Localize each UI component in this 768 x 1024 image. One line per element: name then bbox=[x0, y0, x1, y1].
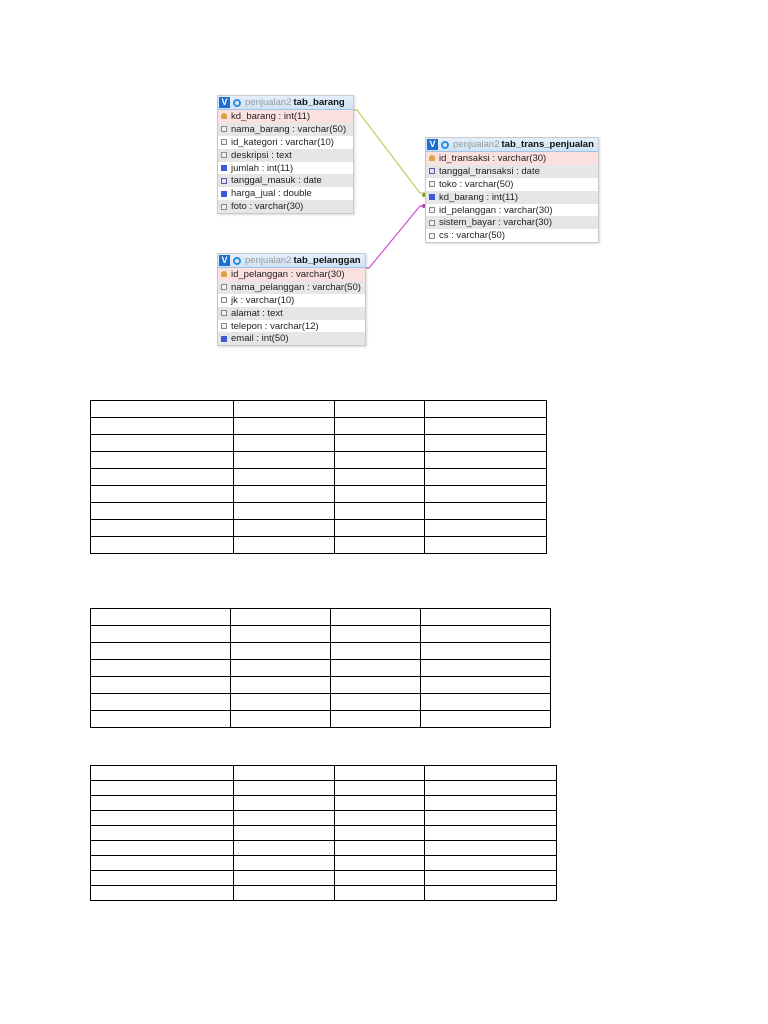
erd-field-row[interactable] bbox=[426, 152, 598, 165]
table-row bbox=[91, 796, 557, 811]
table-cell bbox=[335, 781, 425, 796]
table-cell bbox=[234, 826, 335, 841]
table-cell bbox=[234, 856, 335, 871]
table-cell bbox=[335, 856, 425, 871]
relation-barang-trans bbox=[352, 110, 426, 193]
table-cell bbox=[421, 626, 551, 643]
erd-field-label: harga_jual : double bbox=[231, 188, 312, 200]
database-name: penjualan2 bbox=[453, 139, 500, 150]
table-cell bbox=[234, 781, 335, 796]
table-cell bbox=[335, 871, 425, 886]
erd-field-row[interactable] bbox=[218, 332, 365, 345]
table-cell bbox=[335, 886, 425, 901]
table-row bbox=[91, 871, 557, 886]
table-cell bbox=[425, 796, 557, 811]
key-icon bbox=[221, 271, 227, 277]
table-cell bbox=[234, 796, 335, 811]
text-field-icon bbox=[221, 126, 227, 132]
table-row bbox=[91, 401, 547, 418]
erd-field-label: cs : varchar(50) bbox=[439, 230, 505, 242]
table-cell bbox=[421, 643, 551, 660]
table-cell bbox=[91, 856, 234, 871]
table-cell bbox=[425, 781, 557, 796]
blank-table-2 bbox=[90, 608, 551, 728]
table-cell bbox=[335, 418, 425, 435]
table-cell bbox=[91, 841, 234, 856]
table-cell bbox=[91, 660, 231, 677]
blank-table-3 bbox=[90, 765, 557, 901]
table-row bbox=[91, 660, 551, 677]
table-cell bbox=[234, 520, 335, 537]
table-cell bbox=[425, 520, 547, 537]
erd-table-tab-barang[interactable] bbox=[217, 95, 354, 214]
table-cell bbox=[234, 452, 335, 469]
erd-field-row[interactable] bbox=[218, 162, 353, 175]
erd-field-label: id_pelanggan : varchar(30) bbox=[439, 204, 553, 216]
table-cell bbox=[421, 660, 551, 677]
table-cell bbox=[335, 796, 425, 811]
table-cell bbox=[425, 886, 557, 901]
database-name: penjualan2 bbox=[245, 97, 292, 108]
erd-field-label: tanggal_masuk : date bbox=[231, 175, 322, 187]
erd-field-label: foto : varchar(30) bbox=[231, 201, 304, 213]
table-row bbox=[91, 711, 551, 728]
erd-field-label: kd_barang : int(11) bbox=[439, 191, 519, 203]
text-field-icon bbox=[221, 323, 227, 329]
number-field-icon bbox=[221, 191, 227, 197]
table-cell bbox=[421, 711, 551, 728]
table-cell bbox=[331, 694, 421, 711]
table-row bbox=[91, 537, 547, 554]
table-cell bbox=[331, 609, 421, 626]
text-field-icon bbox=[429, 233, 435, 239]
key-icon bbox=[221, 113, 227, 119]
erd-field-label: jk : varchar(10) bbox=[231, 294, 295, 306]
number-field-icon bbox=[221, 165, 227, 171]
erd-table-header[interactable] bbox=[218, 96, 353, 110]
text-field-icon bbox=[221, 204, 227, 210]
table-cell bbox=[91, 796, 234, 811]
table-cell bbox=[231, 643, 331, 660]
table-row bbox=[91, 841, 557, 856]
table-cell bbox=[91, 503, 234, 520]
erd-table-tab-pelanggan[interactable] bbox=[217, 253, 366, 346]
table-cell bbox=[425, 841, 557, 856]
table-cell bbox=[91, 452, 234, 469]
text-field-icon bbox=[429, 207, 435, 213]
table-row bbox=[91, 781, 557, 796]
table-cell bbox=[234, 811, 335, 826]
erd-field-row[interactable] bbox=[426, 178, 598, 191]
table-cell bbox=[91, 766, 234, 781]
table-cell bbox=[331, 643, 421, 660]
table-cell bbox=[335, 811, 425, 826]
table-cell bbox=[91, 811, 234, 826]
erd-field-label: telepon : varchar(12) bbox=[231, 320, 319, 332]
table-cell bbox=[91, 694, 231, 711]
table-cell bbox=[425, 811, 557, 826]
table-cell bbox=[425, 856, 557, 871]
database-icon bbox=[233, 257, 241, 265]
table-cell bbox=[425, 401, 547, 418]
table-cell bbox=[234, 766, 335, 781]
table-cell bbox=[234, 871, 335, 886]
relation-pelanggan-trans bbox=[365, 206, 426, 268]
table-cell bbox=[335, 469, 425, 486]
erd-field-label: deskripsi : text bbox=[231, 149, 292, 161]
v-icon[interactable]: V bbox=[219, 97, 230, 108]
table-cell bbox=[335, 766, 425, 781]
table-cell bbox=[234, 469, 335, 486]
erd-field-row[interactable] bbox=[218, 307, 365, 320]
erd-field-row[interactable] bbox=[218, 320, 365, 333]
table-cell bbox=[91, 643, 231, 660]
table-cell bbox=[425, 418, 547, 435]
table-cell bbox=[234, 401, 335, 418]
table-cell bbox=[231, 677, 331, 694]
erd-table-tab-trans-penjualan[interactable] bbox=[425, 137, 599, 243]
table-cell bbox=[425, 469, 547, 486]
table-cell bbox=[234, 886, 335, 901]
table-name: tab_trans_penjualan bbox=[501, 139, 594, 150]
table-cell bbox=[91, 486, 234, 503]
table-cell bbox=[331, 711, 421, 728]
table-row bbox=[91, 643, 551, 660]
table-cell bbox=[91, 418, 234, 435]
table-row bbox=[91, 486, 547, 503]
table-cell bbox=[335, 503, 425, 520]
v-icon[interactable]: V bbox=[219, 255, 230, 266]
table-cell bbox=[231, 660, 331, 677]
table-cell bbox=[335, 486, 425, 503]
erd-field-label: alamat : text bbox=[231, 307, 283, 319]
table-cell bbox=[91, 401, 234, 418]
table-row bbox=[91, 469, 547, 486]
table-cell bbox=[231, 694, 331, 711]
table-row bbox=[91, 826, 557, 841]
erd-field-label: kd_barang : int(11) bbox=[231, 110, 311, 122]
table-cell bbox=[335, 826, 425, 841]
table-row bbox=[91, 435, 547, 452]
table-row bbox=[91, 520, 547, 537]
table-cell bbox=[331, 626, 421, 643]
erd-field-row[interactable] bbox=[426, 204, 598, 217]
table-cell bbox=[91, 435, 234, 452]
table-cell bbox=[234, 486, 335, 503]
erd-field-row[interactable] bbox=[218, 123, 353, 136]
table-cell bbox=[335, 537, 425, 554]
table-cell bbox=[331, 660, 421, 677]
relationship-connectors bbox=[0, 0, 768, 420]
table-cell bbox=[234, 841, 335, 856]
text-field-icon bbox=[221, 297, 227, 303]
database-icon bbox=[233, 99, 241, 107]
table-cell bbox=[231, 711, 331, 728]
key-icon bbox=[429, 155, 435, 161]
erd-field-row[interactable] bbox=[218, 281, 365, 294]
erd-field-label: jumlah : int(11) bbox=[231, 162, 294, 174]
table-cell bbox=[91, 609, 231, 626]
table-cell bbox=[234, 503, 335, 520]
table-cell bbox=[234, 435, 335, 452]
table-cell bbox=[335, 841, 425, 856]
database-name: penjualan2 bbox=[245, 255, 292, 266]
erd-field-row[interactable] bbox=[426, 229, 598, 242]
erd-field-row[interactable] bbox=[218, 268, 365, 281]
text-field-icon bbox=[221, 152, 227, 158]
table-cell bbox=[425, 826, 557, 841]
erd-field-label: id_pelanggan : varchar(30) bbox=[231, 268, 345, 280]
table-cell bbox=[425, 435, 547, 452]
erd-field-label: id_transaksi : varchar(30) bbox=[439, 152, 547, 164]
table-cell bbox=[425, 871, 557, 886]
table-cell bbox=[335, 435, 425, 452]
table-cell bbox=[231, 626, 331, 643]
erd-field-label: nama_barang : varchar(50) bbox=[231, 123, 347, 135]
table-cell bbox=[231, 609, 331, 626]
erd-field-label: nama_pelanggan : varchar(50) bbox=[231, 281, 361, 293]
table-row bbox=[91, 886, 557, 901]
table-row bbox=[91, 856, 557, 871]
erd-field-label: sistem_bayar : varchar(30) bbox=[439, 217, 552, 229]
table-cell bbox=[91, 886, 234, 901]
table-cell bbox=[91, 626, 231, 643]
table-cell bbox=[335, 520, 425, 537]
erd-table-header[interactable] bbox=[426, 138, 598, 152]
number-field-icon bbox=[429, 194, 435, 200]
erd-field-label: email : int(50) bbox=[231, 333, 289, 345]
erd-field-row[interactable] bbox=[218, 200, 353, 213]
erd-field-row[interactable] bbox=[426, 191, 598, 204]
text-field-icon bbox=[221, 284, 227, 290]
date-field-icon bbox=[221, 178, 227, 184]
table-cell bbox=[91, 469, 234, 486]
table-row bbox=[91, 609, 551, 626]
table-cell bbox=[91, 711, 231, 728]
table-cell bbox=[335, 452, 425, 469]
table-cell bbox=[425, 452, 547, 469]
table-row bbox=[91, 766, 557, 781]
table-cell bbox=[91, 781, 234, 796]
database-icon bbox=[441, 141, 449, 149]
table-row bbox=[91, 418, 547, 435]
erd-field-row[interactable] bbox=[218, 110, 353, 123]
table-cell bbox=[91, 871, 234, 886]
text-field-icon bbox=[221, 139, 227, 145]
table-row bbox=[91, 811, 557, 826]
table-row bbox=[91, 452, 547, 469]
table-cell bbox=[421, 609, 551, 626]
table-cell bbox=[91, 520, 234, 537]
erd-field-row[interactable] bbox=[218, 149, 353, 162]
table-row bbox=[91, 677, 551, 694]
text-field-icon bbox=[429, 220, 435, 226]
table-cell bbox=[91, 537, 234, 554]
erd-field-row[interactable] bbox=[218, 174, 353, 187]
table-name: tab_pelanggan bbox=[293, 255, 361, 266]
table-cell bbox=[234, 537, 335, 554]
erd-field-label: id_kategori : varchar(10) bbox=[231, 136, 334, 148]
table-cell bbox=[425, 766, 557, 781]
table-cell bbox=[331, 677, 421, 694]
date-field-icon bbox=[429, 168, 435, 174]
table-cell bbox=[91, 677, 231, 694]
table-cell bbox=[425, 537, 547, 554]
table-name: tab_barang bbox=[293, 97, 345, 108]
erd-field-label: toko : varchar(50) bbox=[439, 178, 514, 190]
table-cell bbox=[335, 401, 425, 418]
table-cell bbox=[425, 486, 547, 503]
erd-table-header[interactable] bbox=[218, 254, 365, 268]
erd-field-row[interactable] bbox=[218, 136, 353, 149]
erd-field-row[interactable] bbox=[218, 187, 353, 200]
text-field-icon bbox=[429, 181, 435, 187]
number-field-icon bbox=[221, 336, 227, 342]
table-cell bbox=[91, 826, 234, 841]
table-cell bbox=[234, 418, 335, 435]
table-cell bbox=[425, 503, 547, 520]
table-row bbox=[91, 694, 551, 711]
blank-table-1 bbox=[90, 400, 547, 554]
text-field-icon bbox=[221, 310, 227, 316]
table-row bbox=[91, 626, 551, 643]
v-icon[interactable]: V bbox=[427, 139, 438, 150]
erd-field-label: tanggal_transaksi : date bbox=[439, 165, 540, 177]
erd-field-row[interactable] bbox=[426, 165, 598, 178]
erd-field-row[interactable] bbox=[218, 294, 365, 307]
table-cell bbox=[421, 694, 551, 711]
erd-field-row[interactable] bbox=[426, 216, 598, 229]
table-row bbox=[91, 503, 547, 520]
table-cell bbox=[421, 677, 551, 694]
